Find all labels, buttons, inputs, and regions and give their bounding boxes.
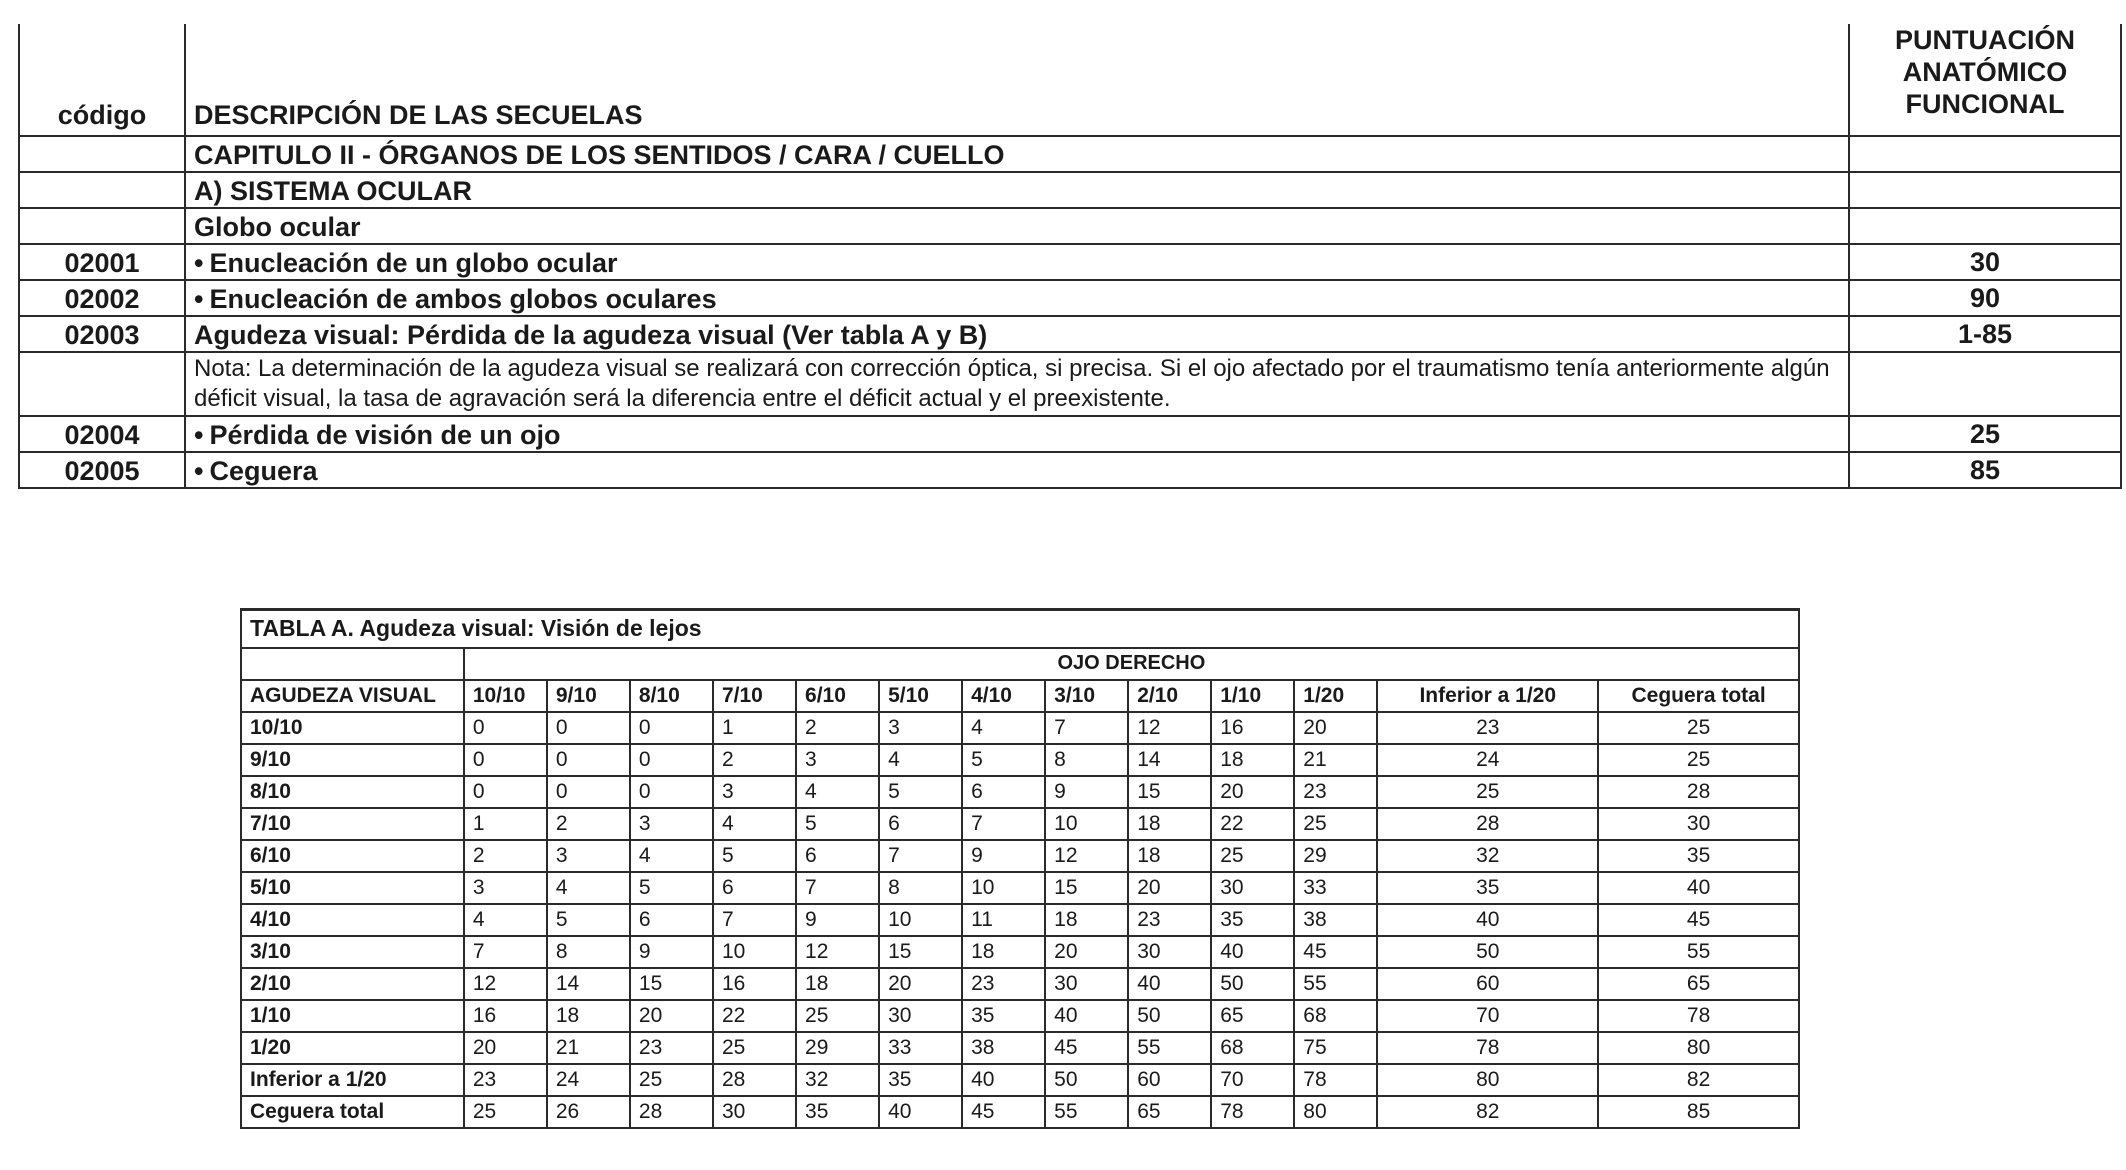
tabla-a-cell: 6 xyxy=(962,776,1045,808)
tabla-a-column-header: 7/10 xyxy=(713,680,796,712)
tabla-a-cell: 3 xyxy=(630,808,713,840)
tabla-a-cell: 4 xyxy=(962,712,1045,744)
tabla-a-cell: 15 xyxy=(1045,872,1128,904)
secuela-descripcion xyxy=(185,136,1849,172)
tabla-a-cell: 0 xyxy=(464,744,547,776)
secuela-codigo: 02001 xyxy=(19,244,185,280)
tabla-a-column-header: 8/10 xyxy=(630,680,713,712)
header-codigo: código xyxy=(19,24,185,136)
tabla-a-cell: 35 xyxy=(1211,904,1294,936)
secuela-row xyxy=(19,452,2121,488)
tabla-a-cell: 7 xyxy=(464,936,547,968)
tabla-a-cell: 22 xyxy=(1211,808,1294,840)
tabla-a-cell: 5 xyxy=(630,872,713,904)
tabla-a-row xyxy=(241,808,1799,840)
tabla-a-cell: 24 xyxy=(547,1064,630,1096)
tabla-a-row-header-label: AGUDEZA VISUAL xyxy=(241,680,464,712)
tabla-a-row xyxy=(241,904,1799,936)
tabla-a-cell: 35 xyxy=(1598,840,1799,872)
tabla-a-cell: 9 xyxy=(962,840,1045,872)
tabla-a-cell: 75 xyxy=(1294,1032,1377,1064)
tabla-a-row-label: 9/10 xyxy=(241,744,464,776)
secuela-descripcion xyxy=(185,280,1849,316)
tabla-a-column-header: 2/10 xyxy=(1128,680,1211,712)
tabla-a-cell: 0 xyxy=(464,712,547,744)
secuela-descripcion-text: Ceguera xyxy=(209,456,318,486)
secuela-puntuacion xyxy=(1849,136,2121,172)
tabla-a-cell: 10 xyxy=(962,872,1045,904)
tabla-a-cell: 23 xyxy=(1377,712,1598,744)
tabla-a-cell: 25 xyxy=(1211,840,1294,872)
secuela-puntuacion: 30 xyxy=(1849,244,2121,280)
secuela-descripcion-text: Enucleación de un globo ocular xyxy=(209,248,618,278)
tabla-a-cell: 2 xyxy=(464,840,547,872)
tabla-a-row xyxy=(241,776,1799,808)
tabla-a-cell: 65 xyxy=(1128,1096,1211,1128)
tabla-a-cell: 82 xyxy=(1598,1064,1799,1096)
tabla-a-cell: 0 xyxy=(464,776,547,808)
tabla-a-cell: 5 xyxy=(962,744,1045,776)
secuela-row xyxy=(19,136,2121,172)
tabla-a-cell: 35 xyxy=(796,1096,879,1128)
tabla-a-cell: 3 xyxy=(464,872,547,904)
tabla-a-cell: 4 xyxy=(464,904,547,936)
tabla-a-cell: 78 xyxy=(1598,1000,1799,1032)
tabla-a-cell: 12 xyxy=(1045,840,1128,872)
tabla-a-cell: 28 xyxy=(1377,808,1598,840)
tabla-a-cell: 28 xyxy=(713,1064,796,1096)
tabla-a-cell: 21 xyxy=(547,1032,630,1064)
tabla-a-cell: 0 xyxy=(547,712,630,744)
tabla-a-cell: 18 xyxy=(1128,808,1211,840)
tabla-a-cell: 45 xyxy=(962,1096,1045,1128)
tabla-a-row-label: 1/20 xyxy=(241,1032,464,1064)
tabla-a-cell: 14 xyxy=(547,968,630,1000)
secuela-codigo: 02005 xyxy=(19,452,185,488)
tabla-a-row xyxy=(241,1032,1799,1064)
tabla-a-row-label: Inferior a 1/20 xyxy=(241,1064,464,1096)
tabla-a-cell: 5 xyxy=(879,776,962,808)
bullet-icon: • xyxy=(194,456,204,486)
tabla-a-cell: 68 xyxy=(1294,1000,1377,1032)
tabla-a-cell: 3 xyxy=(796,744,879,776)
tabla-a-column-header: 1/20 xyxy=(1294,680,1377,712)
secuela-codigo xyxy=(19,172,185,208)
tabla-a-cell: 20 xyxy=(1128,872,1211,904)
tabla-a-cell: 16 xyxy=(1211,712,1294,744)
tabla-a-row-label: 8/10 xyxy=(241,776,464,808)
tabla-a-cell: 25 xyxy=(1294,808,1377,840)
tabla-a-cell: 2 xyxy=(547,808,630,840)
tabla-a-cell: 6 xyxy=(879,808,962,840)
tabla-a-cell: 32 xyxy=(1377,840,1598,872)
secuela-row xyxy=(19,416,2121,452)
tabla-a-cell: 18 xyxy=(962,936,1045,968)
tabla-a-cell: 18 xyxy=(1045,904,1128,936)
tabla-a-cell: 18 xyxy=(1128,840,1211,872)
secuela-descripcion xyxy=(185,452,1849,488)
tabla-a-cell: 20 xyxy=(1045,936,1128,968)
tabla-a-agudeza-visual xyxy=(240,608,1800,1129)
tabla-a-column-header: Inferior a 1/20 xyxy=(1377,680,1598,712)
tabla-a-cell: 78 xyxy=(1211,1096,1294,1128)
tabla-a-cell: 55 xyxy=(1294,968,1377,1000)
tabla-a-cell: 9 xyxy=(630,936,713,968)
tabla-a-cell: 12 xyxy=(796,936,879,968)
tabla-a-column-header: 9/10 xyxy=(547,680,630,712)
secuela-codigo xyxy=(19,136,185,172)
tabla-a-cell: 50 xyxy=(1128,1000,1211,1032)
tabla-a-corner xyxy=(241,648,464,680)
tabla-a-cell: 16 xyxy=(713,968,796,1000)
tabla-a-column-header: 6/10 xyxy=(796,680,879,712)
tabla-a-cell: 23 xyxy=(464,1064,547,1096)
tabla-a-ojo-derecho: OJO DERECHO xyxy=(464,648,1799,680)
secuela-puntuacion: 90 xyxy=(1849,280,2121,316)
secuela-codigo: 02004 xyxy=(19,416,185,452)
tabla-a-cell: 25 xyxy=(796,1000,879,1032)
secuela-puntuacion: 85 xyxy=(1849,452,2121,488)
tabla-a-cell: 40 xyxy=(879,1096,962,1128)
tabla-a-cell: 29 xyxy=(796,1032,879,1064)
secuelas-header-row xyxy=(19,24,2121,136)
tabla-a-cell: 50 xyxy=(1211,968,1294,1000)
tabla-a-row-label: 1/10 xyxy=(241,1000,464,1032)
tabla-a-column-header: 4/10 xyxy=(962,680,1045,712)
tabla-a-cell: 35 xyxy=(962,1000,1045,1032)
secuela-descripcion xyxy=(185,208,1849,244)
tabla-a-cell: 55 xyxy=(1045,1096,1128,1128)
tabla-a-cell: 80 xyxy=(1294,1096,1377,1128)
tabla-a-cell: 8 xyxy=(879,872,962,904)
tabla-a-column-header: Ceguera total xyxy=(1598,680,1799,712)
tabla-a-cell: 40 xyxy=(962,1064,1045,1096)
tabla-a-cell: 20 xyxy=(464,1032,547,1064)
tabla-a-cell: 23 xyxy=(1128,904,1211,936)
tabla-a-cell: 21 xyxy=(1294,744,1377,776)
tabla-a-cell: 8 xyxy=(547,936,630,968)
tabla-a-row xyxy=(241,968,1799,1000)
tabla-a-cell: 23 xyxy=(962,968,1045,1000)
bullet-icon: • xyxy=(194,248,204,278)
tabla-a-cell: 28 xyxy=(630,1096,713,1128)
secuela-puntuacion: 25 xyxy=(1849,416,2121,452)
secuela-descripcion-text: CAPITULO II - ÓRGANOS DE LOS SENTIDOS / CARA / CUELLO xyxy=(194,140,1005,170)
tabla-a-cell: 85 xyxy=(1598,1096,1799,1128)
tabla-a-cell: 40 xyxy=(1045,1000,1128,1032)
secuela-puntuacion: 1-85 xyxy=(1849,316,2121,352)
tabla-a-column-header: 3/10 xyxy=(1045,680,1128,712)
tabla-a-cell: 9 xyxy=(796,904,879,936)
bullet-icon: • xyxy=(194,420,204,450)
secuela-descripcion xyxy=(185,244,1849,280)
tabla-a-cell: 55 xyxy=(1598,936,1799,968)
tabla-a-caption: TABLA A. Agudeza visual: Visión de lejos xyxy=(241,610,1799,648)
tabla-a-row xyxy=(241,1064,1799,1096)
tabla-a-cell: 68 xyxy=(1211,1032,1294,1064)
tabla-a-cell: 7 xyxy=(713,904,796,936)
nota-row xyxy=(19,352,2121,416)
tabla-a-cell: 78 xyxy=(1294,1064,1377,1096)
tabla-a-cell: 25 xyxy=(630,1064,713,1096)
tabla-a-cell: 35 xyxy=(879,1064,962,1096)
tabla-a-row xyxy=(241,872,1799,904)
tabla-a-cell: 6 xyxy=(713,872,796,904)
tabla-a-row-label: 7/10 xyxy=(241,808,464,840)
tabla-a-row xyxy=(241,712,1799,744)
secuela-descripcion xyxy=(185,416,1849,452)
tabla-a-cell: 24 xyxy=(1377,744,1598,776)
tabla-a-cell: 18 xyxy=(796,968,879,1000)
tabla-a-cell: 25 xyxy=(713,1032,796,1064)
tabla-a-cell: 80 xyxy=(1377,1064,1598,1096)
tabla-a-cell: 6 xyxy=(630,904,713,936)
tabla-a-row xyxy=(241,1000,1799,1032)
header-puntuacion-line-1: PUNTUACIÓN xyxy=(1895,25,2075,55)
tabla-a-cell: 18 xyxy=(547,1000,630,1032)
tabla-a-cell: 11 xyxy=(962,904,1045,936)
tabla-a-cell: 50 xyxy=(1377,936,1598,968)
tabla-a-cell: 12 xyxy=(1128,712,1211,744)
tabla-a-cell: 70 xyxy=(1211,1064,1294,1096)
tabla-a-cell: 0 xyxy=(630,744,713,776)
tabla-a-cell: 5 xyxy=(713,840,796,872)
tabla-a-row-label: 2/10 xyxy=(241,968,464,1000)
tabla-a-cell: 65 xyxy=(1211,1000,1294,1032)
secuela-codigo: 02003 xyxy=(19,316,185,352)
tabla-a-cell: 30 xyxy=(1211,872,1294,904)
tabla-a-cell: 40 xyxy=(1211,936,1294,968)
tabla-a-cell: 30 xyxy=(1128,936,1211,968)
tabla-a-row-label: 3/10 xyxy=(241,936,464,968)
tabla-a-cell: 4 xyxy=(796,776,879,808)
tabla-a-cell: 6 xyxy=(796,840,879,872)
nota-puntuacion xyxy=(1849,352,2121,416)
tabla-a-cell: 33 xyxy=(1294,872,1377,904)
tabla-a-cell: 3 xyxy=(879,712,962,744)
tabla-a-column-header: 1/10 xyxy=(1211,680,1294,712)
tabla-a-cell: 38 xyxy=(1294,904,1377,936)
tabla-a-cell: 3 xyxy=(713,776,796,808)
secuela-descripcion-text: Pérdida de visión de un ojo xyxy=(209,420,561,450)
secuela-row xyxy=(19,208,2121,244)
tabla-a-cell: 4 xyxy=(879,744,962,776)
secuela-descripcion-text: Globo ocular xyxy=(194,212,361,242)
tabla-a-row-label: Ceguera total xyxy=(241,1096,464,1128)
tabla-a-cell: 1 xyxy=(464,808,547,840)
tabla-a-cell: 45 xyxy=(1598,904,1799,936)
tabla-a-cell: 33 xyxy=(879,1032,962,1064)
tabla-a-cell: 20 xyxy=(879,968,962,1000)
secuela-descripcion xyxy=(185,316,1849,352)
tabla-a-cell: 22 xyxy=(713,1000,796,1032)
secuela-descripcion-text: Agudeza visual: Pérdida de la agudeza visual (Ver tabla A y B) xyxy=(194,320,988,350)
tabla-a-cell: 32 xyxy=(796,1064,879,1096)
tabla-a-cell: 78 xyxy=(1377,1032,1598,1064)
tabla-a-cell: 29 xyxy=(1294,840,1377,872)
tabla-a-cell: 1 xyxy=(713,712,796,744)
tabla-a-cell: 0 xyxy=(630,776,713,808)
tabla-a-cell: 10 xyxy=(1045,808,1128,840)
tabla-a-cell: 16 xyxy=(464,1000,547,1032)
tabla-a-cell: 7 xyxy=(1045,712,1128,744)
tabla-a-cell: 50 xyxy=(1045,1064,1128,1096)
tabla-a-cell: 15 xyxy=(630,968,713,1000)
tabla-a-cell: 0 xyxy=(547,776,630,808)
tabla-a-cell: 30 xyxy=(879,1000,962,1032)
header-puntuacion xyxy=(1849,24,2121,136)
tabla-a-cell: 40 xyxy=(1128,968,1211,1000)
secuela-codigo xyxy=(19,208,185,244)
tabla-a-cell: 25 xyxy=(464,1096,547,1128)
tabla-a-cell: 82 xyxy=(1377,1096,1598,1128)
secuela-descripcion-text: Enucleación de ambos globos oculares xyxy=(209,284,717,314)
tabla-a-cell: 5 xyxy=(796,808,879,840)
tabla-a-cell: 20 xyxy=(1294,712,1377,744)
tabla-a-cell: 70 xyxy=(1377,1000,1598,1032)
tabla-a-cell: 26 xyxy=(547,1096,630,1128)
tabla-a-cell: 2 xyxy=(713,744,796,776)
tabla-a-cell: 10 xyxy=(879,904,962,936)
tabla-a-row-label: 5/10 xyxy=(241,872,464,904)
tabla-a-cell: 18 xyxy=(1211,744,1294,776)
secuela-codigo: 02002 xyxy=(19,280,185,316)
tabla-a-cell: 7 xyxy=(879,840,962,872)
tabla-a-cell: 9 xyxy=(1045,776,1128,808)
tabla-a-cell: 65 xyxy=(1598,968,1799,1000)
tabla-a-cell: 20 xyxy=(1211,776,1294,808)
tabla-a-row xyxy=(241,936,1799,968)
tabla-a-cell: 45 xyxy=(1294,936,1377,968)
secuela-row xyxy=(19,244,2121,280)
secuela-row xyxy=(19,316,2121,352)
tabla-a-cell: 45 xyxy=(1045,1032,1128,1064)
tabla-a-cell: 3 xyxy=(547,840,630,872)
tabla-a-cell: 80 xyxy=(1598,1032,1799,1064)
tabla-a-cell: 38 xyxy=(962,1032,1045,1064)
tabla-a-cell: 15 xyxy=(1128,776,1211,808)
tabla-a-cell: 25 xyxy=(1377,776,1598,808)
tabla-a-cell: 40 xyxy=(1377,904,1598,936)
nota-text: Nota: La determinación de la agudeza visual se realizará con corrección óptica, si precisa. Si el ojo afectado por el traumatismo tenía anteriormente algún déficit visual, la tasa de agravación será la diferencia entre el déficit actual y el preexistente. xyxy=(185,352,1849,416)
tabla-a-row-label: 4/10 xyxy=(241,904,464,936)
tabla-a-row xyxy=(241,1096,1799,1128)
tabla-a-column-headers xyxy=(241,680,1799,712)
tabla-a-cell: 23 xyxy=(1294,776,1377,808)
tabla-a-cell: 0 xyxy=(547,744,630,776)
tabla-a-cell: 25 xyxy=(1598,712,1799,744)
tabla-a-cell: 30 xyxy=(1598,808,1799,840)
secuela-descripcion xyxy=(185,172,1849,208)
tabla-a-cell: 25 xyxy=(1598,744,1799,776)
tabla-a-row-label: 6/10 xyxy=(241,840,464,872)
tabla-a-cell: 35 xyxy=(1377,872,1598,904)
tabla-a-cell: 30 xyxy=(713,1096,796,1128)
tabla-a-cell: 60 xyxy=(1128,1064,1211,1096)
tabla-a-row xyxy=(241,840,1799,872)
tabla-a-cell: 10 xyxy=(713,936,796,968)
secuela-row xyxy=(19,172,2121,208)
tabla-a-cell: 30 xyxy=(1045,968,1128,1000)
tabla-a-row xyxy=(241,744,1799,776)
tabla-a-cell: 7 xyxy=(962,808,1045,840)
tabla-a-cell: 14 xyxy=(1128,744,1211,776)
secuela-descripcion-text: A) SISTEMA OCULAR xyxy=(194,176,472,206)
tabla-a-cell: 55 xyxy=(1128,1032,1211,1064)
header-puntuacion-line-2: ANATÓMICO xyxy=(1902,57,2068,87)
tabla-a-cell: 8 xyxy=(1045,744,1128,776)
tabla-a-cell: 4 xyxy=(547,872,630,904)
tabla-a-cell: 0 xyxy=(630,712,713,744)
tabla-a-cell: 60 xyxy=(1377,968,1598,1000)
tabla-a-cell: 20 xyxy=(630,1000,713,1032)
tabla-a-cell: 7 xyxy=(796,872,879,904)
secuelas-table xyxy=(18,24,2122,489)
nota-codigo xyxy=(19,352,185,416)
tabla-a-cell: 15 xyxy=(879,936,962,968)
tabla-a-cell: 4 xyxy=(630,840,713,872)
secuela-puntuacion xyxy=(1849,172,2121,208)
tabla-a-cell: 2 xyxy=(796,712,879,744)
bullet-icon: • xyxy=(194,284,204,314)
tabla-a-column-header: 10/10 xyxy=(464,680,547,712)
tabla-a-cell: 12 xyxy=(464,968,547,1000)
tabla-a-cell: 23 xyxy=(630,1032,713,1064)
tabla-a-row-label: 10/10 xyxy=(241,712,464,744)
secuela-puntuacion xyxy=(1849,208,2121,244)
tabla-a-cell: 40 xyxy=(1598,872,1799,904)
header-puntuacion-line-3: FUNCIONAL xyxy=(1905,89,2065,119)
secuela-row xyxy=(19,280,2121,316)
tabla-a-cell: 4 xyxy=(713,808,796,840)
tabla-a-column-header: 5/10 xyxy=(879,680,962,712)
tabla-a-cell: 5 xyxy=(547,904,630,936)
tabla-a-cell: 28 xyxy=(1598,776,1799,808)
header-descripcion: DESCRIPCIÓN DE LAS SECUELAS xyxy=(185,24,1849,136)
